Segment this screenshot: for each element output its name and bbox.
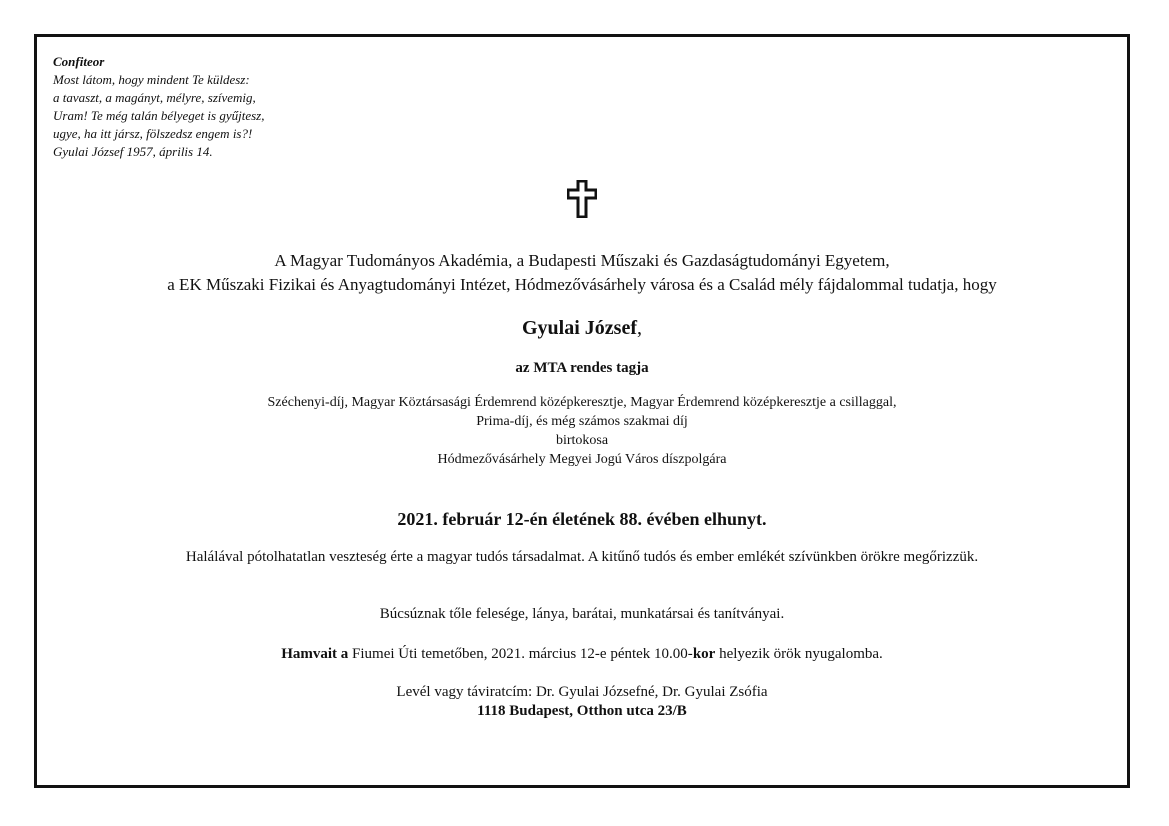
intro-line: A Magyar Tudományos Akadémia, a Budapesti Műszaki és Gazdaságtudományi Egyetem, [274,251,890,270]
death-notice: 2021. február 12-én életének 88. évében elhunyt. [397,509,767,529]
funeral-lead: Hamvait a [281,646,349,662]
poem-title: Confiteor [53,54,105,69]
funeral-rest: helyezik örök nyugalomba. [715,646,883,662]
poem-signature: Gyulai József 1957, április 14. [53,144,213,159]
loss-statement: Halálával pótolhatatlan veszteség érte a magyar tudós társadalmat. A kitűnő tudós és ember emlékét szívünkben örökre megőrizzük. [185,549,979,565]
contact-block [34,683,1130,721]
awards-line: birtokosa [555,433,609,448]
awards-line: Hódmezővásárhely Megyei Jogú Város díszpolgára [437,452,727,467]
poem-block [53,53,264,161]
poem-line: a tavaszt, a magányt, mélyre, szívemig, [53,90,256,105]
poem-line: ugye, ha itt jársz, fölszedsz engem is?! [53,126,253,141]
intro-block [34,249,1130,297]
name-comma: , [637,317,642,339]
awards-block [34,393,1130,469]
poem-line: Uram! Te még talán bélyeget is gyűjtesz, [53,108,265,123]
deceased-name: Gyulai József [522,317,637,339]
cross-block [34,180,1130,224]
contact-line: Levél vagy táviratcím: Dr. Gyulai Józsefné, Dr. Gyulai Zsófia [396,684,768,700]
cross-icon [567,180,597,218]
awards-line: Széchenyi-díj, Magyar Köztársasági Érdemrend középkeresztje, Magyar Érdemrend középkeresztje a csillaggal, [267,395,897,410]
awards-line: Prima-díj, és még számos szakmai díj [476,414,688,429]
farewell-line: Búcsúznak tőle felesége, lánya, barátai, munkatársai és tanítványai. [379,606,785,622]
deceased-name-line [34,314,1130,342]
membership: az MTA rendes tagja [515,360,649,376]
postal-address: 1118 Budapest, Otthon utca 23/B [477,703,687,719]
funeral-kor: kor [692,646,716,662]
intro-line: a EK Műszaki Fizikai és Anyagtudományi Intézet, Hódmezővásárhely városa és a Család mély fájdalommal tudatja, hogy [167,275,997,294]
funeral-place-date: Fiumei Úti temetőben, 2021. március 12-e péntek 10.00- [348,646,693,662]
poem-line: Most látom, hogy mindent Te küldesz: [53,72,250,87]
funeral-line [34,644,1130,664]
